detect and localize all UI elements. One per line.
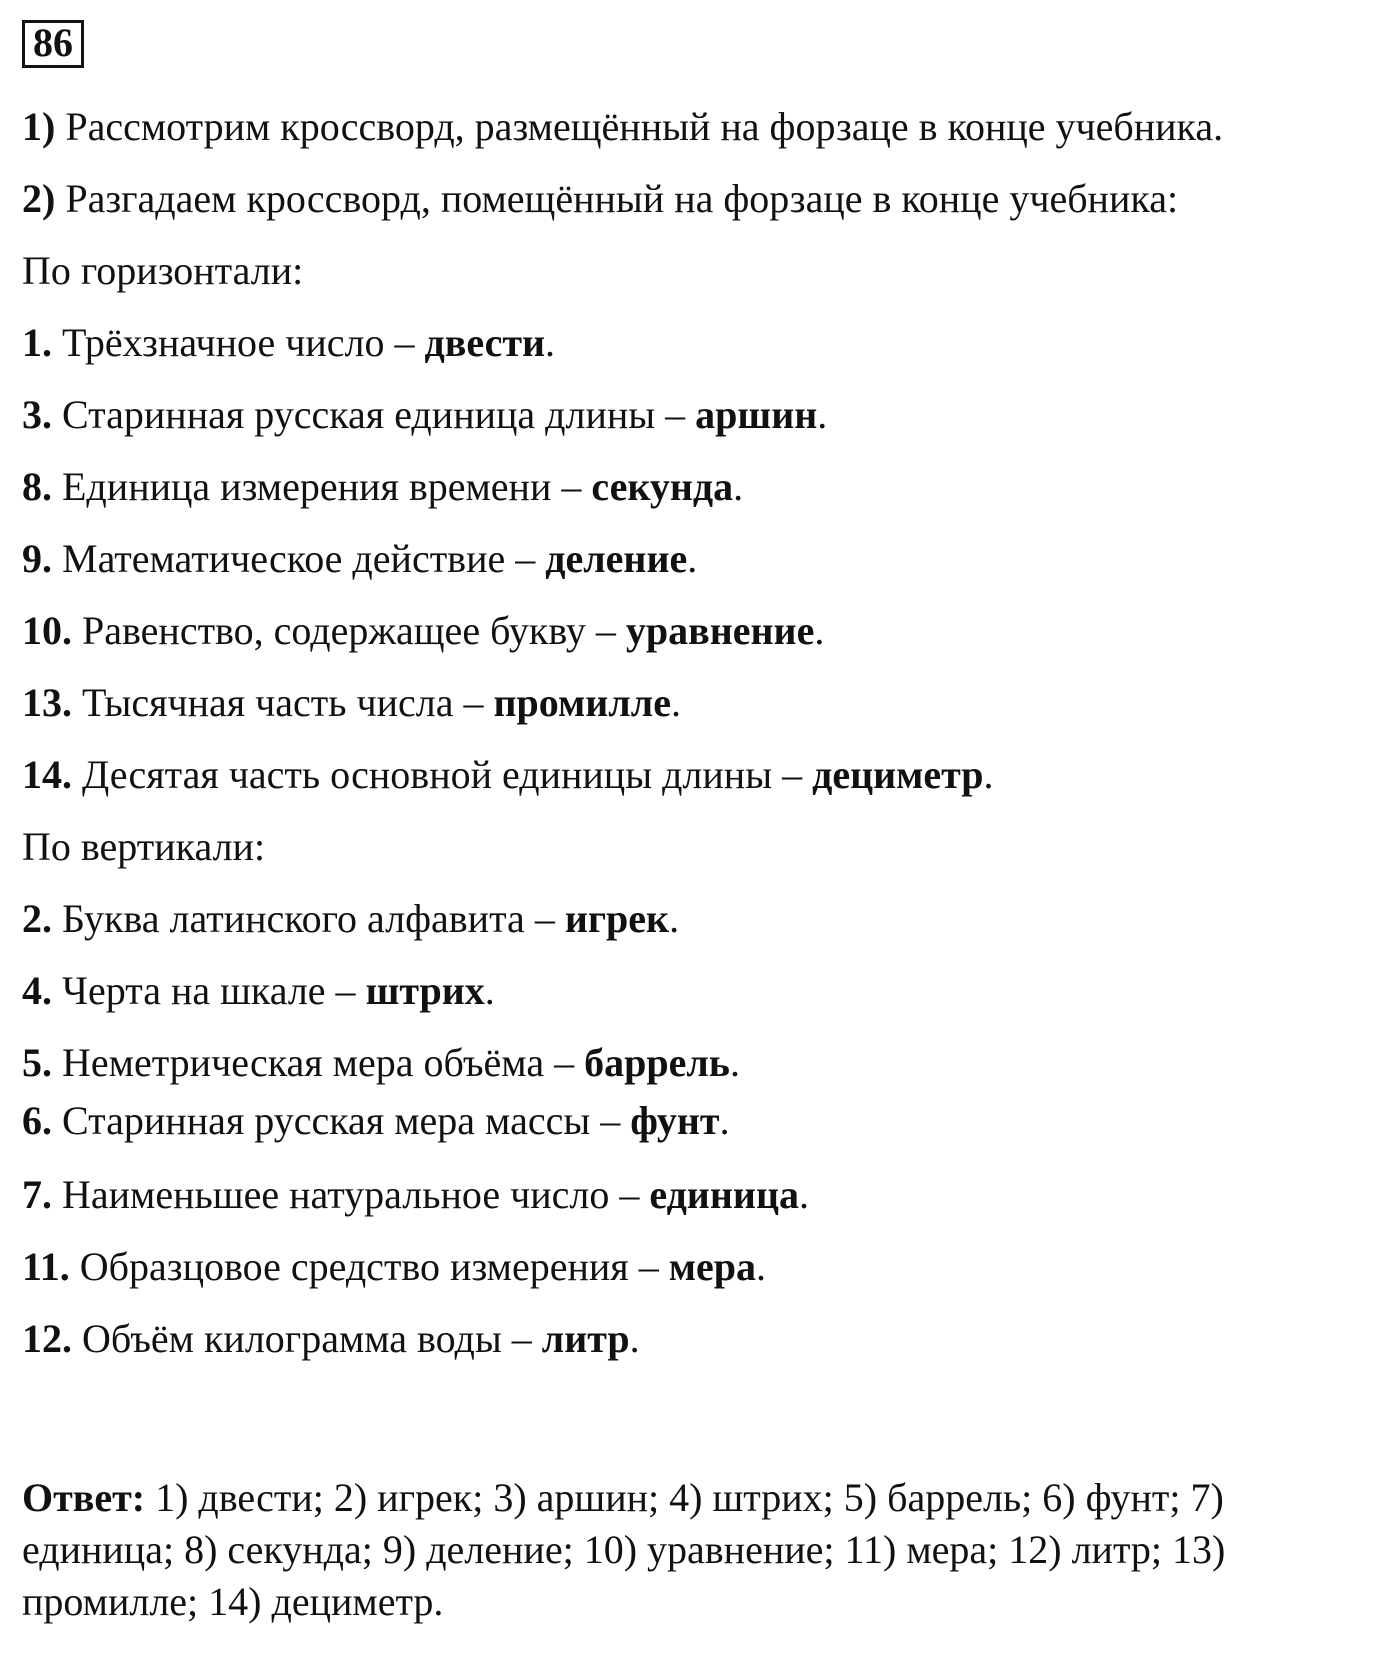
clue-number: 3. <box>22 392 52 437</box>
horizontal-heading: По горизонтали: <box>22 248 304 293</box>
clue-text: Черта на шкале – <box>62 968 356 1013</box>
period: . <box>729 1040 740 1085</box>
clue-number: 11. <box>22 1244 70 1289</box>
task-number-box: 86 <box>22 20 84 68</box>
clue-text: Трёхзначное число – <box>62 320 415 365</box>
period: . <box>755 1244 766 1289</box>
clue-answer: дециметр <box>812 752 984 797</box>
clue-number: 12. <box>22 1316 72 1361</box>
clue-answer: уравнение <box>625 608 815 653</box>
clue-number: 6. <box>22 1098 52 1143</box>
clue-text: Единица измерения времени – <box>62 464 582 509</box>
clue-answer: штрих <box>365 968 485 1013</box>
clue-text: Наименьшее натуральное число – <box>62 1172 640 1217</box>
clue-text: Равенство, содержащее букву – <box>82 608 616 653</box>
clue-answer: единица <box>649 1172 799 1217</box>
clue-number: 4. <box>22 968 52 1013</box>
period: . <box>484 968 495 1013</box>
period: . <box>799 1172 809 1217</box>
clue-vertical-11 <box>22 1244 766 1290</box>
clue-vertical-4 <box>22 968 495 1014</box>
clue-text: Десятая часть основной единицы длины – <box>82 752 803 797</box>
answer-label: Ответ: <box>22 1475 146 1520</box>
clue-number: 14. <box>22 752 72 797</box>
clue-text: Старинная русская единица длины – <box>62 392 686 437</box>
period: . <box>719 1098 730 1143</box>
clue-number: 5. <box>22 1040 52 1085</box>
clue-answer: фунт <box>630 1098 720 1143</box>
clue-horizontal-10 <box>22 608 824 654</box>
clue-number: 9. <box>22 536 52 581</box>
period: . <box>817 392 828 437</box>
intro-text: Разгадаем кроссворд, помещённый на форзаце в конце учебника: <box>65 176 1179 221</box>
clue-text: Тысячная часть числа – <box>82 680 484 725</box>
clue-text: Старинная русская мера массы – <box>62 1098 621 1143</box>
clue-horizontal-14 <box>22 752 994 798</box>
intro-number: 2) <box>22 176 56 221</box>
clue-horizontal-13 <box>22 680 681 726</box>
answer-text: 1) двести; 2) игрек; 3) аршин; 4) штрих; 5) баррель; 6) фунт; 7) единица; 8) секунда; 9) деление; 10) уравнение; 11) мера; 12) литр; 13) промилле; 14) дециметр. <box>22 1475 1226 1624</box>
intro-text: Рассмотрим кроссворд, размещённый на форзаце в конце учебника. <box>65 104 1224 149</box>
clue-answer: литр <box>541 1316 630 1361</box>
clue-text: Буква латинского алфавита – <box>62 896 555 941</box>
clue-number: 13. <box>22 680 72 725</box>
clue-number: 1. <box>22 320 52 365</box>
clue-answer: баррель <box>584 1040 730 1085</box>
period: . <box>983 752 994 797</box>
clue-horizontal-9 <box>22 536 697 582</box>
clue-answer: игрек <box>564 896 670 941</box>
clue-answer: мера <box>668 1244 756 1289</box>
clue-horizontal-1 <box>22 320 555 366</box>
clue-answer: аршин <box>695 392 818 437</box>
answer-block <box>22 1472 1362 1628</box>
period: . <box>629 1316 640 1361</box>
intro-line-1 <box>22 104 1223 150</box>
intro-number: 1) <box>22 104 56 149</box>
clue-number: 10. <box>22 608 72 653</box>
clue-vertical-7 <box>22 1172 809 1218</box>
clue-vertical-12 <box>22 1316 640 1362</box>
clue-answer: промилле <box>493 680 671 725</box>
clue-number: 7. <box>22 1172 52 1217</box>
clue-text: Неметрическая мера объёма – <box>62 1040 575 1085</box>
period: . <box>733 464 744 509</box>
clue-answer: деление <box>545 536 688 581</box>
clue-text: Образцовое средство измерения – <box>79 1244 659 1289</box>
vertical-heading: По вертикали: <box>22 824 266 869</box>
intro-line-2 <box>22 176 1178 222</box>
period: . <box>545 320 556 365</box>
period: . <box>670 680 681 725</box>
clue-number: 2. <box>22 896 52 941</box>
clue-text: Математическое действие – <box>62 536 536 581</box>
clue-answer: двести <box>424 320 546 365</box>
clue-vertical-6 <box>22 1098 730 1144</box>
page <box>22 20 1362 68</box>
period: . <box>669 896 680 941</box>
clue-answer: секунда <box>591 464 734 509</box>
clue-horizontal-8 <box>22 464 743 510</box>
clue-text: Объём килограмма воды – <box>82 1316 532 1361</box>
clue-vertical-5 <box>22 1040 740 1086</box>
period: . <box>814 608 825 653</box>
clue-number: 8. <box>22 464 52 509</box>
period: . <box>687 536 698 581</box>
clue-vertical-2 <box>22 896 679 942</box>
clue-horizontal-3 <box>22 392 827 438</box>
